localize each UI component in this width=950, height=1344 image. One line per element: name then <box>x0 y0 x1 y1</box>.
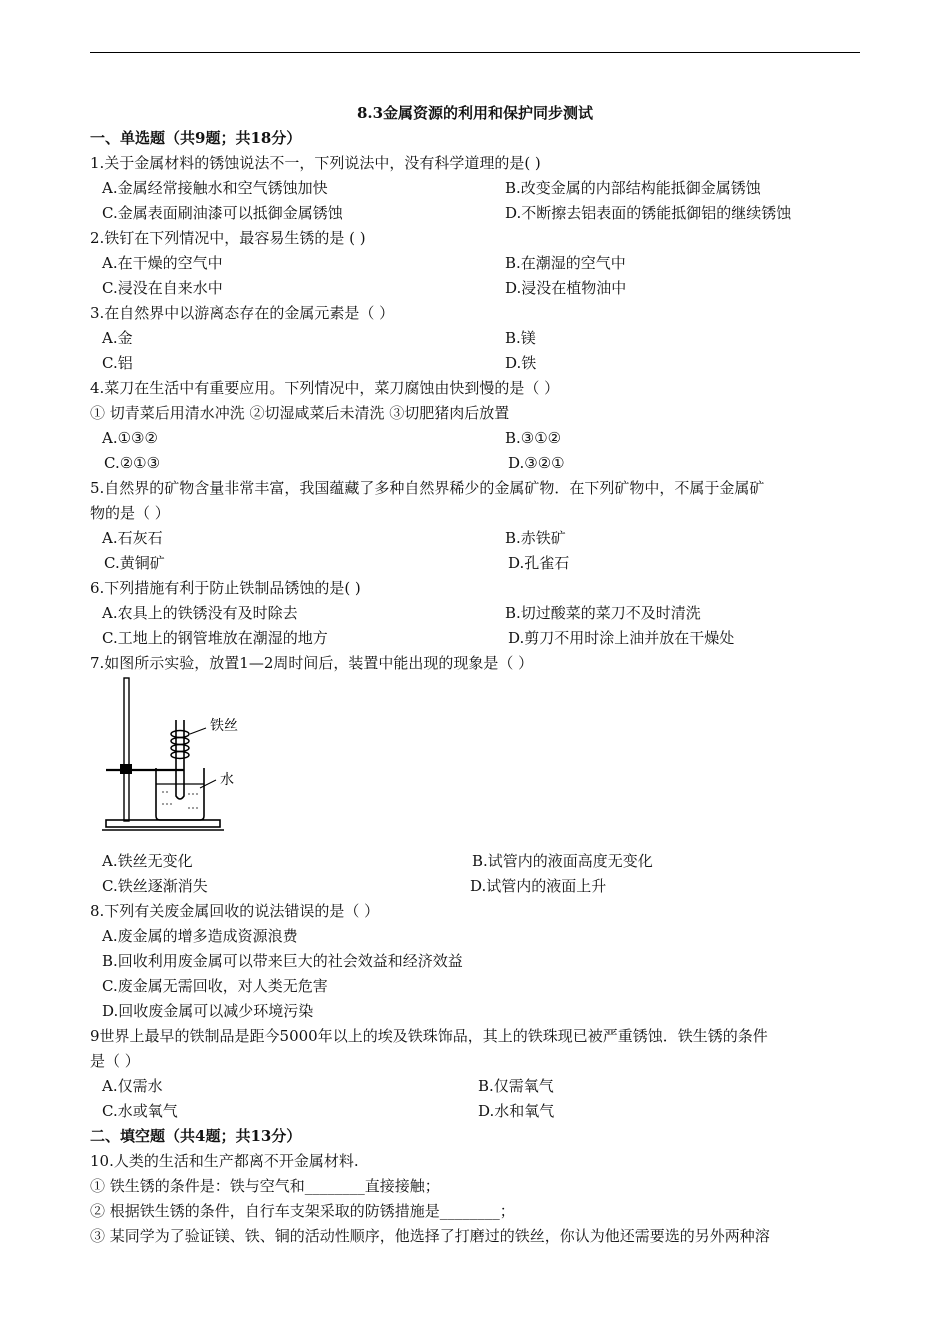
question-5-stem-line-2: 物的是（ ） <box>90 504 170 522</box>
question-2-option-c: C.浸没在自来水中 <box>102 279 223 297</box>
question-8-option-c: C.废金属无需回收，对人类无危害 <box>102 977 328 995</box>
question-4-stem: 4.菜刀在生活中有重要应用。下列情况中，菜刀腐蚀由快到慢的是（ ） <box>90 379 560 397</box>
question-4-option-c: C.②①③ <box>104 454 161 472</box>
question-2-option-b: B.在潮湿的空气中 <box>505 254 626 272</box>
question-9-option-d: D.水和氧气 <box>478 1102 555 1120</box>
question-10-part-3: ③ 某同学为了验证镁、铁、铜的活动性顺序，他选择了打磨过的铁丝，你认为他还需要选的另外两种溶 <box>90 1227 770 1245</box>
question-5-option-a: A.石灰石 <box>102 529 163 547</box>
question-7-stem: 7.如图所示实验，放置1—2周时间后，装置中能出现的现象是（ ） <box>90 654 534 672</box>
question-2-option-a: A.在干燥的空气中 <box>102 254 223 272</box>
question-10-part-1: ① 铁生锈的条件是：铁与空气和________直接接触； <box>90 1177 440 1195</box>
question-3-option-d: D.铁 <box>505 354 537 372</box>
question-6-option-a: A.农具上的铁锈没有及时除去 <box>102 604 298 622</box>
question-8-option-d: D.回收废金属可以减少环境污染 <box>102 1002 314 1020</box>
question-10-part-2: ② 根据铁生锈的条件，自行车支架采取的防锈措施是________； <box>90 1202 515 1220</box>
question-3-option-b: B.镁 <box>505 329 536 347</box>
question-6-option-c: C.工地上的钢管堆放在潮湿的地方 <box>102 629 328 647</box>
question-5-option-c: C.黄铜矿 <box>104 554 165 572</box>
question-7-option-c: C.铁丝逐渐消失 <box>102 877 208 895</box>
question-3-stem: 3.在自然界中以游离态存在的金属元素是（ ） <box>90 304 395 322</box>
question-4-option-d: D.③②① <box>508 454 565 472</box>
question-7-option-d: D.试管内的液面上升 <box>470 877 607 895</box>
question-8-option-b: B.回收利用废金属可以带来巨大的社会效益和经济效益 <box>102 952 463 970</box>
question-7-option-b: B.试管内的液面高度无变化 <box>472 852 653 870</box>
question-4-option-a: A.①③② <box>102 429 158 447</box>
label-iron-wire: 铁丝 <box>210 718 238 734</box>
question-6-option-b: B.切过酸菜的菜刀不及时清洗 <box>505 604 701 622</box>
question-2-stem: 2.铁钉在下列情况中，最容易生锈的是 ( ) <box>90 229 366 247</box>
section-heading-fill-blank: 二、填空题（共4题；共13分） <box>90 1127 302 1145</box>
question-5-option-b: B.赤铁矿 <box>505 529 566 547</box>
question-4-items: ① 切青菜后用清水冲洗 ②切湿咸菜后未清洗 ③切肥猪肉后放置 <box>90 404 510 422</box>
question-1-option-b: B.改变金属的内部结构能抵御金属锈蚀 <box>505 179 761 197</box>
question-5-option-d: D.孔雀石 <box>508 554 570 572</box>
question-6-stem: 6.下列措施有利于防止铁制品锈蚀的是( ) <box>90 579 361 597</box>
header-rule <box>90 52 860 53</box>
question-2-option-d: D.浸没在植物油中 <box>505 279 627 297</box>
question-1-option-d: D.不断擦去铝表面的锈能抵御铝的继续锈蚀 <box>505 204 792 222</box>
question-8-stem: 8.下列有关废金属回收的说法错误的是（ ） <box>90 902 380 920</box>
question-4-option-b: B.③①② <box>505 429 562 447</box>
question-1-option-c: C.金属表面刷油漆可以抵御金属锈蚀 <box>102 204 343 222</box>
question-3-option-a: A.金 <box>102 329 133 347</box>
question-9-option-c: C.水或氧气 <box>102 1102 178 1120</box>
document-title: 8.3金属资源的利用和保护同步测试 <box>356 104 594 122</box>
experiment-figure <box>100 672 260 841</box>
question-10-stem: 10.人类的生活和生产都离不开金属材料. <box>90 1152 359 1170</box>
question-7-option-a: A.铁丝无变化 <box>102 852 193 870</box>
question-1-option-a: A.金属经常接触水和空气锈蚀加快 <box>102 179 328 197</box>
question-6-option-d: D.剪刀不用时涂上油并放在干燥处 <box>508 629 735 647</box>
question-9-stem-line-2: 是（ ） <box>90 1052 140 1070</box>
iron-stand-apparatus <box>100 672 260 837</box>
question-3-option-c: C.铝 <box>102 354 133 372</box>
question-1-stem: 1.关于金属材料的锈蚀说法不一，下列说法中，没有科学道理的是( ) <box>90 154 541 172</box>
question-9-stem-line-1: 9世界上最早的铁制品是距今5000年以上的埃及铁珠饰品，其上的铁珠现已被严重锈蚀．铁生锈的条件 <box>90 1027 768 1045</box>
question-9-option-a: A.仅需水 <box>102 1077 163 1095</box>
question-8-option-a: A.废金属的增多造成资源浪费 <box>102 927 298 945</box>
question-5-stem-line-1: 5.自然界的矿物含量非常丰富，我国蕴藏了多种自然界稀少的金属矿物．在下列矿物中，不属于金属矿 <box>90 479 765 497</box>
label-water: 水 <box>220 772 234 788</box>
question-9-option-b: B.仅需氧气 <box>478 1077 554 1095</box>
section-heading-single-choice: 一、单选题（共9题；共18分） <box>90 129 302 147</box>
